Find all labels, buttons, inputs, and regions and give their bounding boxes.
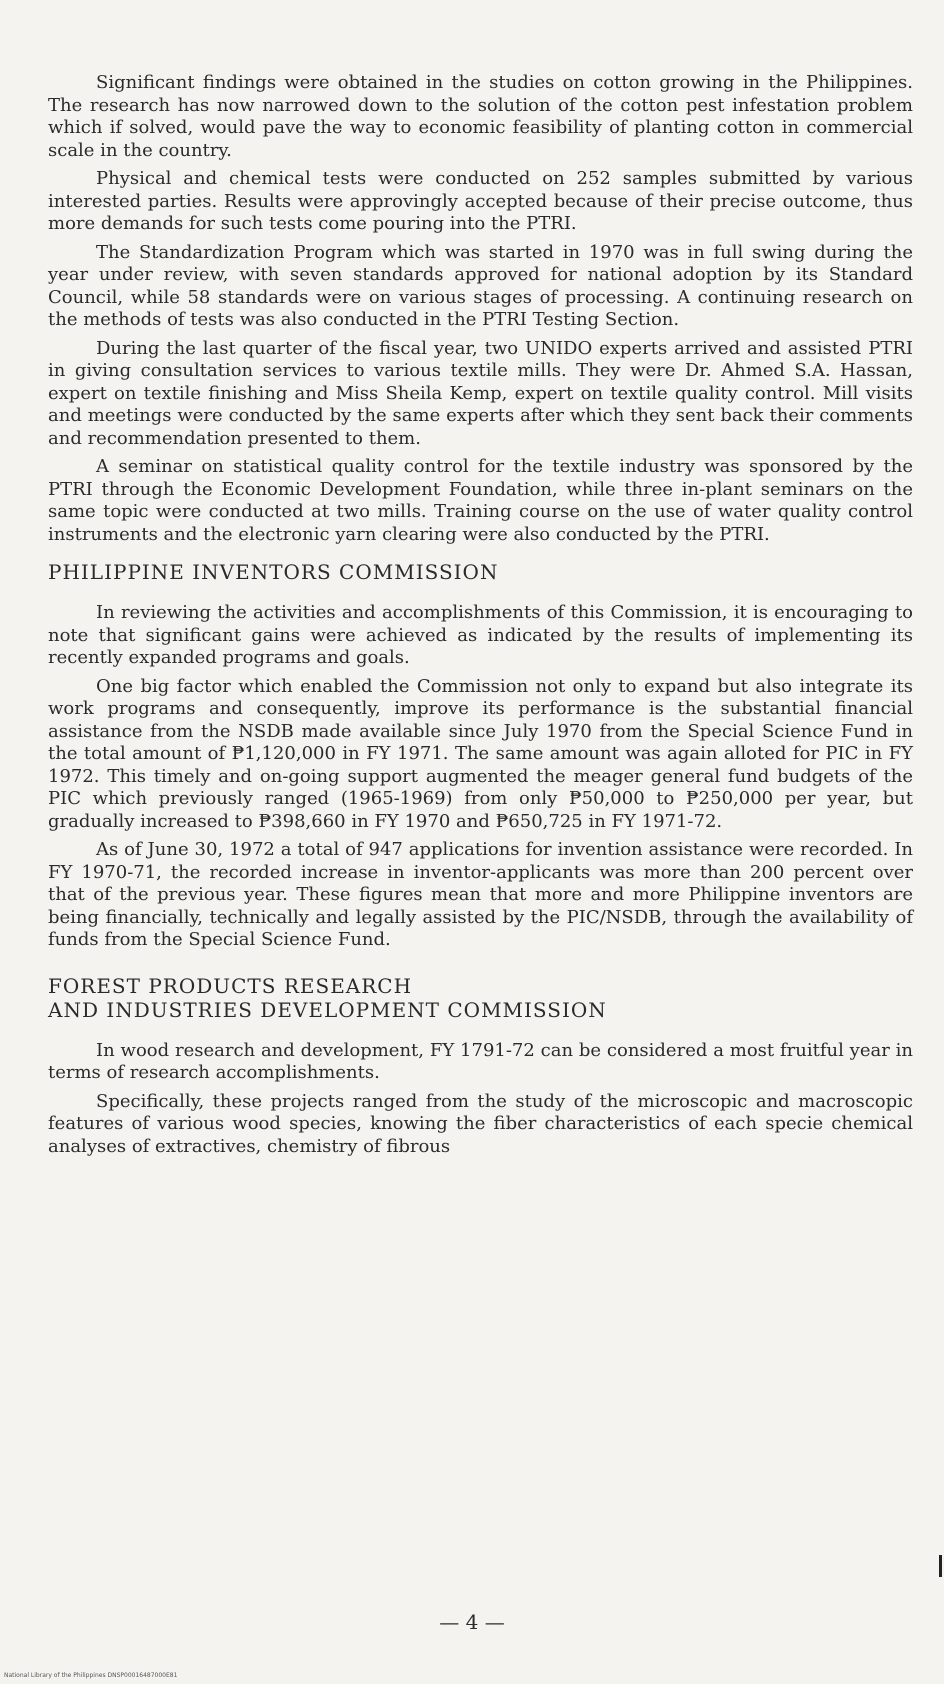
page-body bbox=[48, 72, 913, 1164]
paragraph-tests: Physical and chemical tests were conducted on 252 samples submitted by various interested parties. Results were approvingly accepted because of their precise outcome, thus more demands for such tests come pouring into the PTRI. bbox=[48, 168, 913, 234]
paragraph-wood-projects: Specifically, these projects ranged from the study of the microscopic and macroscopic features of various wood species, knowing the fiber characteristics of each specie chemical analyses of extractives, chemistry of fibrous bbox=[48, 1090, 913, 1157]
archive-footer: National Library of the Philippines DNSP00016487000E81 bbox=[4, 1672, 178, 1679]
heading-forest-line-1: FOREST PRODUCTS RESEARCH bbox=[48, 973, 413, 998]
paragraph-cotton: Significant findings were obtained in the studies on cotton growing in the Philippines. The research has now narrowed down to the solution of the cotton pest infestation problem which if solved, would pave the way to economic feasibility of planting cotton in commercial scale in the country. bbox=[48, 72, 913, 161]
heading-forest-products bbox=[48, 974, 913, 1022]
paragraph-seminar: A seminar on statistical quality control for the textile industry was sponsored by the PTRI through the Economic Development Foundation, while three in-plant seminars on the same topic were conducted at two mills. Training course on the use of water quality control instruments and the electronic yarn clearing were also conducted by the PTRI. bbox=[48, 456, 913, 545]
heading-inventors-commission: PHILIPPINE INVENTORS COMMISSION bbox=[48, 560, 499, 584]
paragraph-wood-research: In wood research and development, FY 1791-72 can be considered a most fruitful year in terms of research accomplishments. bbox=[48, 1039, 913, 1083]
paragraph-pic-review: In reviewing the activities and accomplishments of this Commission, it is encouraging to note that significant gains were achieved as indicated by the results of implementing its recently expanded programs and goals. bbox=[48, 602, 913, 668]
scan-artifact bbox=[939, 1555, 942, 1577]
paragraph-pic-applications: As of June 30, 1972 a total of 947 applications for invention assistance were recorded. In FY 1970-71, the recorded increase in inventor-applicants was more than 200 percent over that of the previous year. These figures mean that more and more Philippine inventors are being financially, technically and legally assisted by the PIC/NSDB, through the availability of funds from the Special Science Fund. bbox=[48, 839, 913, 950]
paragraph-unido: During the last quarter of the fiscal year, two UNIDO experts arrived and assisted PTRI in giving consultation services to various textile mills. They were Dr. Ahmed S.A. Hassan, expert on textile finishing and Miss Sheila Kemp, expert on textile quality control. Mill visits and meetings were conducted by the same experts after which they sent back their comments and recommendation presented to them. bbox=[48, 337, 913, 449]
paragraph-standardization: The Standardization Program which was started in 1970 was in full swing during the year under review, with seven standards approved for national adoption by its Standard Council, while 58 standards were on various stages of processing. A continuing research on the methods of tests was also conducted in the PTRI Testing Section. bbox=[48, 241, 913, 330]
page-number: — 4 — bbox=[439, 1610, 505, 1634]
heading-forest-line-2: AND INDUSTRIES DEVELOPMENT COMMISSION bbox=[48, 997, 607, 1022]
paragraph-pic-funding: One big factor which enabled the Commission not only to expand but also integrate its work programs and consequently, improve its performance is the substantial financial assistance from the NSDB made available since July 1970 from the Special Science Fund in the total amount of ₱1,120,000 in FY 1971. The same amount was again alloted for PIC in FY 1972. This timely and on-going support augmented the meager general fund budgets of the PIC which previously ranged (1965-1969) from only ₱50,000 to ₱250,000 per year, but gradually increased to ₱398,660 in FY 1970 and ₱650,725 in FY 1971-72. bbox=[48, 675, 913, 832]
